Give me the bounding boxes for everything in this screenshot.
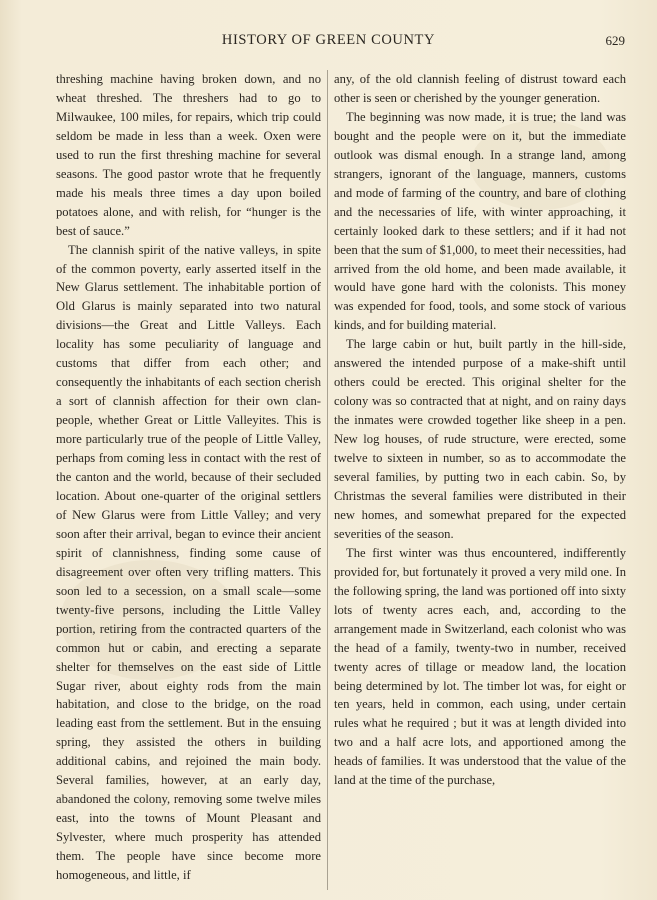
right-column [334,70,626,790]
left-column [56,70,321,885]
paragraph: The first winter was thus encountered, indifferently provided for, but fortunately it proved a very mild one. In the following spring, the land was portioned off into sixty lots of twenty acres each, and, according to the arrangement made in Switzerland, each colonist who was the head of a family, twenty-two in number, received twenty acres of tillage or meadow land, the location being determined by lot. The timber lot was, for eight or ten years, held in common, each using, under certain rules what he required ; but it was at length divided into two and a half acre lots, and apportioned among the heads of families. It was understood that the value of the land at the time of the purchase, [334,545,626,788]
paragraph: The large cabin or hut, built partly in the hill-side, answered the intended purpose of a make-shift until others could be erected. This original shelter for the colony was so contracted that at night, and on rainy days the inmates were crowded together like sheep in a pen. New log houses, of rude structure, were erected, some twelve to sixteen in number, so as to accommodate the several families, by putting two in each cabin. So, by Christmas the several families were distributed in their new homes, and somewhat prepared for the expected severities of the season. [334,337,626,541]
column-divider [327,70,328,890]
paragraph: The beginning was now made, it is true; the land was bought and the people were on it, but the immediate outlook was dismal enough. In a strange land, among strangers, ignorant of the language, manners, customs and mode of farming of the country, and bare of clothing and the necessaries of life, with winter approaching, it certainly looked dark to these settlers; and if it had not been that the sum of $1,000, to meet their necessities, had arrived from the old home, and been made available, it would have gone hard with the colonists. This money was expended for food, tools, and some stock of various kinds, and for building material. [334,109,626,333]
paragraph: threshing machine having broken down, and no wheat threshed. The threshers had to go to Milwaukee, 100 miles, for repairs, which trip could seldom be made in less than a week. Oxen were used to run the first threshing machine for several seasons. The good pastor wrote that he frequently made his meals three times a day upon boiled potatoes alone, and with relish, for “hunger is the best of sauce.” [56,72,321,238]
page-number: 629 [605,33,625,48]
paragraph: any, of the old clannish feeling of distrust toward each other is seen or cherished by the younger generation. [334,72,626,105]
page-header [0,30,657,52]
paragraph: The clannish spirit of the native valleys, in spite of the common poverty, early asserted itself in the New Glarus settlement. The inhabitable portion of Old Glarus is mainly separated into two natural divisions—the Great and Little Valleys. Each locality has some peculiarity of language and customs that differ from each other; and consequently the inhabitants of each section cherish a sort of clannish affection for their own clan-people, whether Great or Little Valleyites. This is more particularly true of the people of Little Valley, perhaps from coming less in contact with the rest of the canton and the world, because of their secluded location. About one-quarter of the original settlers of New Glarus were from Little Valley; and very soon after their arrival, began to evince their ancient spirit of clannishness, finding some cause of disagreement over often very trifling matters. This soon led to a secession, on a small scale—some twenty-five persons, including the Little Valley portion, retiring from the contracted quarters of the common hut or cabin, and erecting a separate shelter for themselves on the east side of Little Sugar river, about eighty rods from the main habitation, and close to the bridge, on the road leading east from the settlement. But in the ensuing spring, they assisted the others in building additional cabins, and rejoined the main body. Several families, however, at an early day, abandoned the colony, removing some twelve miles east, into the towns of Mount Pleasant and Sylvester, where much prosperity has attended them. The people have since become more homogeneous, and little, if [56,242,321,883]
running-title: HISTORY OF GREEN COUNTY [221,32,436,48]
